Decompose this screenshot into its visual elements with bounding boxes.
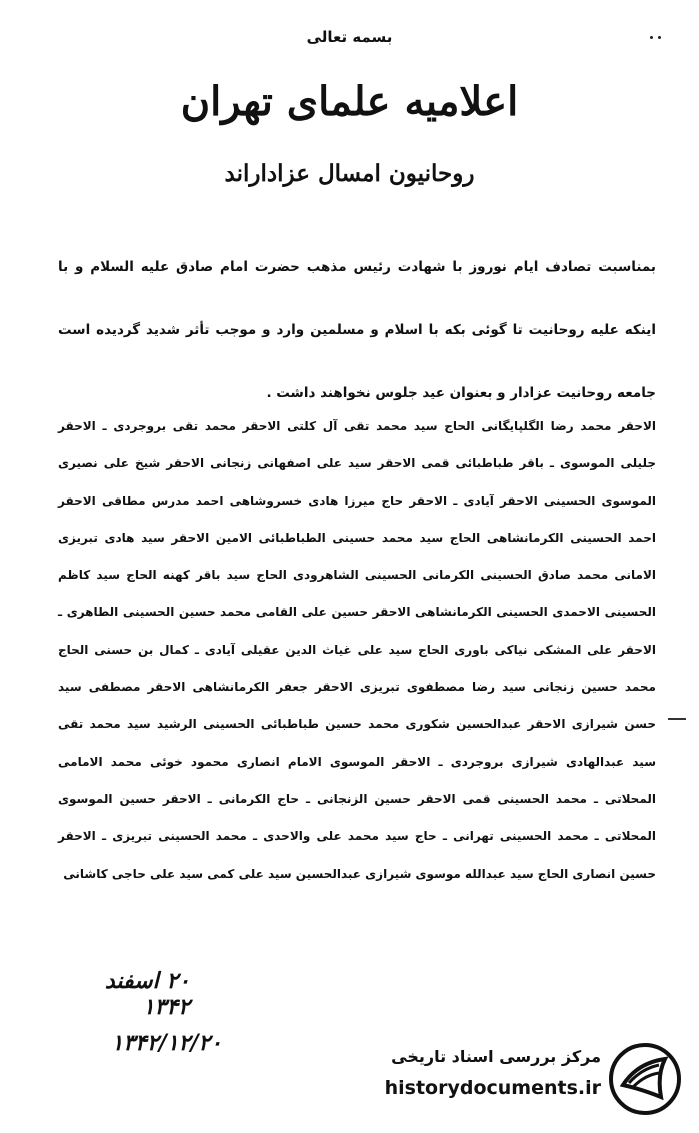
margin-dash-mark: [668, 718, 686, 720]
archive-book-logo-icon: [607, 1041, 683, 1117]
margin-dot: [650, 36, 653, 39]
watermark-url: historydocuments.ir: [384, 1077, 601, 1099]
handwritten-number-line: ۱۳۴۲/۱۲/۲۰: [111, 1030, 222, 1056]
watermark-org-name: مرکز بررسی اسناد تاریخی: [391, 1047, 601, 1066]
watermark: [383, 1039, 683, 1119]
document-title: اعلامیه علمای تهران: [180, 78, 519, 125]
handwritten-date-line: ۲۰ اسفند ۱۳۴۲: [104, 968, 190, 1020]
header-basmala: بسمه تعالی: [306, 28, 393, 46]
intro-paragraph: بمناسبت تصادف ایام نوروز با شهادت رئیس مذهب حضرت امام صادق علیه السلام و با اینکه علیه روحانیت تا گوئی بکه با اسلام و مسلمین وارد و موجب تأثر شدید گردیده است جامعه روحانیت عزادار و بعنوان عید جلوس نخواهند داشت .: [58, 259, 656, 401]
document-subtitle: روحانیون امسال عزاداراند: [224, 160, 475, 187]
margin-dot: [658, 36, 661, 39]
signatories-list: الاحقر محمد رضا الگلپایگانی الحاج سید محمد تقی آل کلتی الاحقر محمد تقی بروجردی ـ الاحقر جلیلی الموسوی ـ باقر طباطبائی قمی الاحقر سید علی اصفهانی زنجانی الاحقر شیخ علی نصیری الموسوی الحسینی الاحقر آیادی ـ الاحقر حاج میرزا هادی خسروشاهی احمد مدرس مطاقی الاحقر احمد الحسینی الکرمانشاهی الحاج سید محمد حسینی الطباطبائی الامین الاحقر سید هادی تبریزی الامانی محمد صادق الحسینی الکرمانی الحسینی الشاهرودی الحاج سید باقر کهنه الحاج سید کاظم الحسینی الاحمدی الحسینی الکرمانشاهی الاحقر حسین علی القامی محمد حسین الحسینی الطاهری ـ الاحقر علی المشکی نیاکی باوری الحاج سید علی غیاث الدین عقیلی آیادی ـ کمال بن حسنی الحاج محمد حسین زنجانی سید رضا مصطفوی تبریزی الاحقر جعفر الکرمانشاهی الاحقر مصطفی سید حسن شیرازی الاحقر عبدالحسین شکوری محمد حسین طباطبائی الحسینی الرشید سید محمد تقی سید عبدالهادی شیرازی بروجردی ـ الاحقر الموسوی الامام انصاری محمود خوئی محمد الامامی المحلاتی ـ محمد الحسینی قمی الاحقر حسین الزنجانی ـ حاج الکرمانی ـ الاحقر حسین الموسوی المحلاتی ـ محمد الحسینی تهرانی ـ حاج سید محمد علی والاحدی ـ محمد الحسینی تبریزی ـ الاحقر حسین انصاری الحاج سید عبدالله موسوی شیرازی عبدالحسین سید علی کمی سید علی حاجی کاشانی: [58, 419, 656, 881]
